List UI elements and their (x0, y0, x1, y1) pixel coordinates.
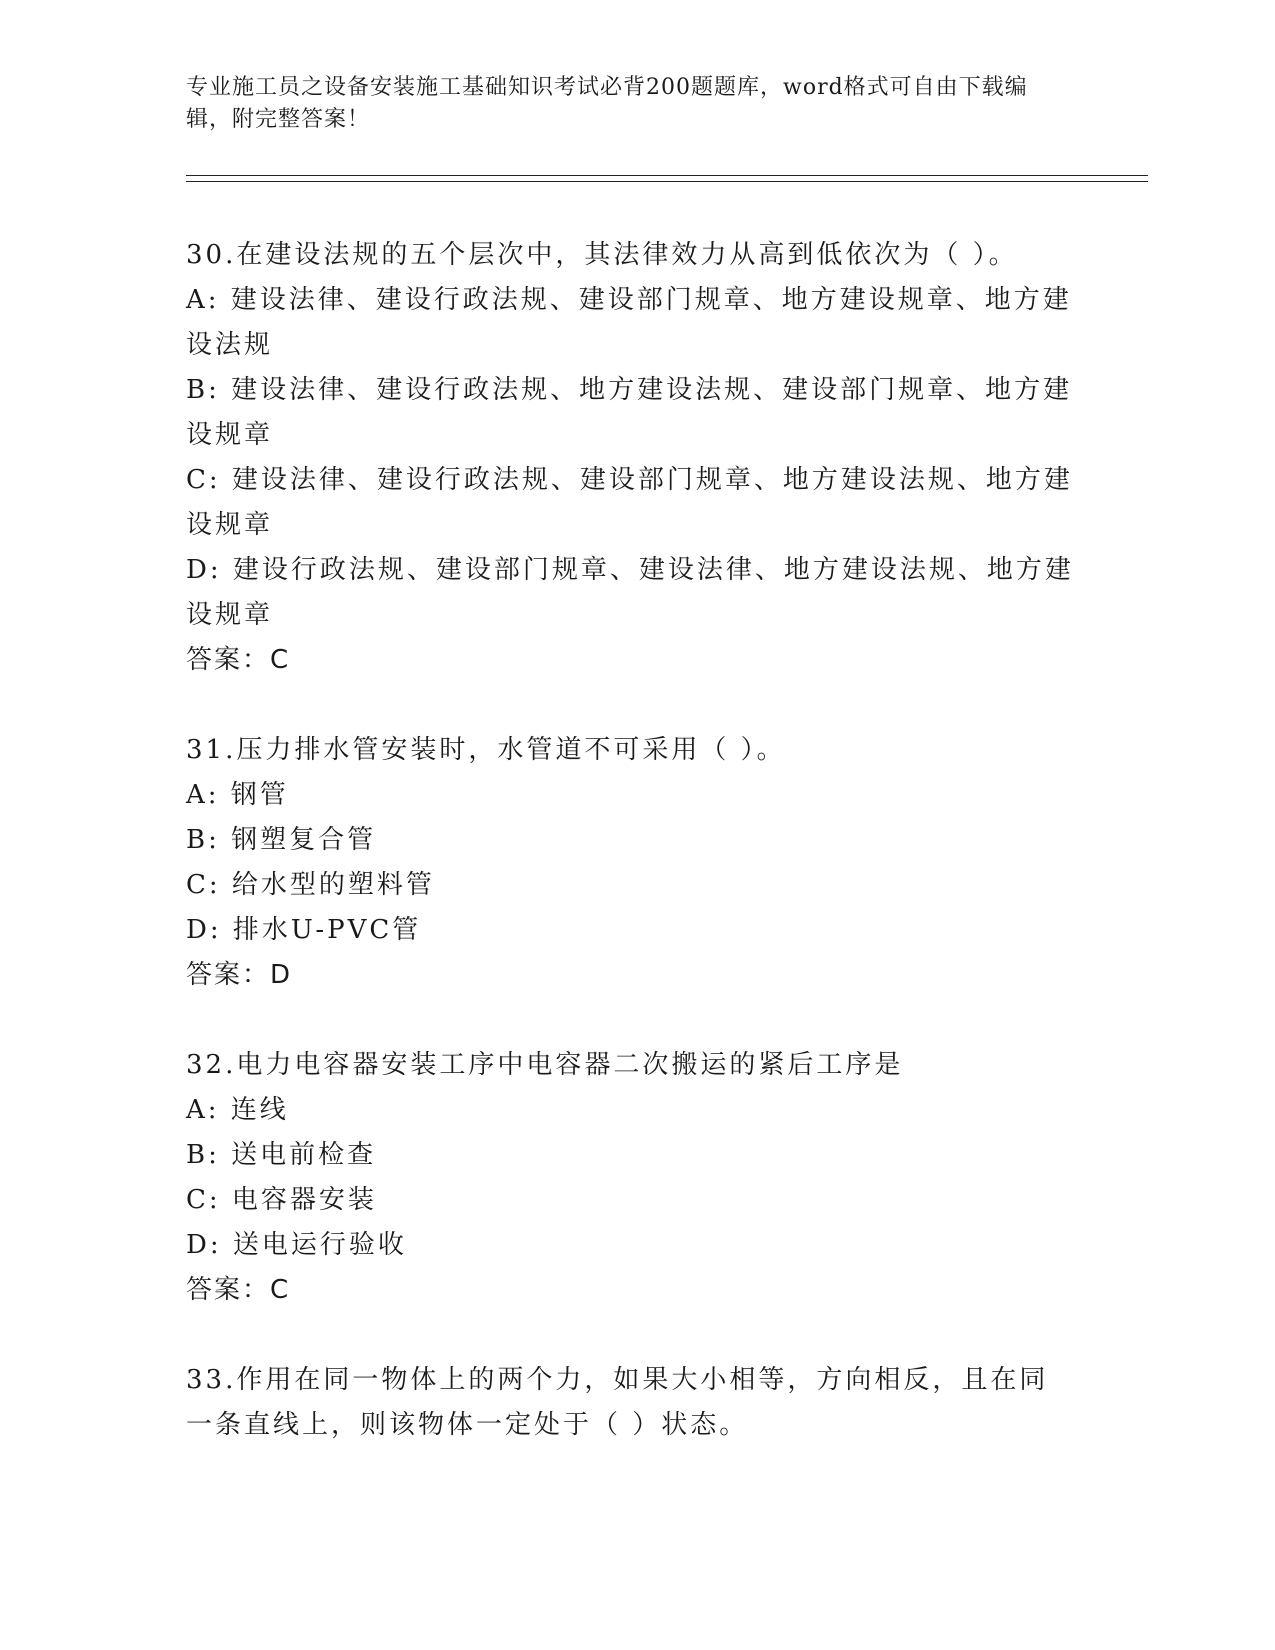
answer: 答案：C (186, 1275, 291, 1305)
option-c: C: 建设法律、建设行政法规、建设部门规章、地方建设法规、地方建设规章 (186, 465, 1073, 540)
question-stem: 30.在建设法规的五个层次中，其法律效力从高到低依次为（ ）。 (186, 240, 1018, 270)
option-d: D: 建设行政法规、建设部门规章、建设法律、地方建设法规、地方建设规章 (186, 555, 1074, 630)
option-b: B: 钢塑复合管 (186, 825, 377, 855)
option-a: A: 建设法律、建设行政法规、建设部门规章、地方建设规章、地方建设法规 (186, 285, 1072, 360)
question-32 (186, 1043, 1076, 1313)
question-stem: 32.电力电容器安装工序中电容器二次搬运的紧后工序是 (186, 1050, 904, 1080)
document-header: 专业施工员之设备安装施工基础知识考试必背200题题库，word格式可自由下载编辑，附完整答案！ (186, 75, 1028, 132)
question-30 (186, 233, 1076, 683)
option-b: B: 送电前检查 (186, 1140, 377, 1170)
question-stem: 33.作用在同一物体上的两个力，如果大小相等，方向相反，且在同一条直线上，则该物体一定处于（ ）状态。 (186, 1365, 1049, 1440)
option-b: B: 建设法律、建设行政法规、地方建设法规、建设部门规章、地方建设规章 (186, 375, 1073, 450)
question-list (186, 233, 1076, 1493)
option-c: C: 电容器安装 (186, 1185, 377, 1215)
header-divider-top (186, 175, 1148, 176)
question-stem: 31.压力排水管安装时，水管道不可采用（ ）。 (186, 735, 786, 765)
answer: 答案：C (186, 645, 291, 675)
option-d: D: 送电运行验收 (186, 1230, 407, 1260)
question-33 (186, 1358, 1076, 1448)
option-d: D: 排水U-PVC管 (186, 915, 422, 945)
header-divider-bottom (186, 181, 1148, 182)
option-a: A: 连线 (186, 1095, 289, 1125)
answer: 答案：D (186, 960, 293, 990)
option-a: A: 钢管 (186, 780, 289, 810)
question-31 (186, 728, 1076, 998)
option-c: C: 给水型的塑料管 (186, 870, 435, 900)
